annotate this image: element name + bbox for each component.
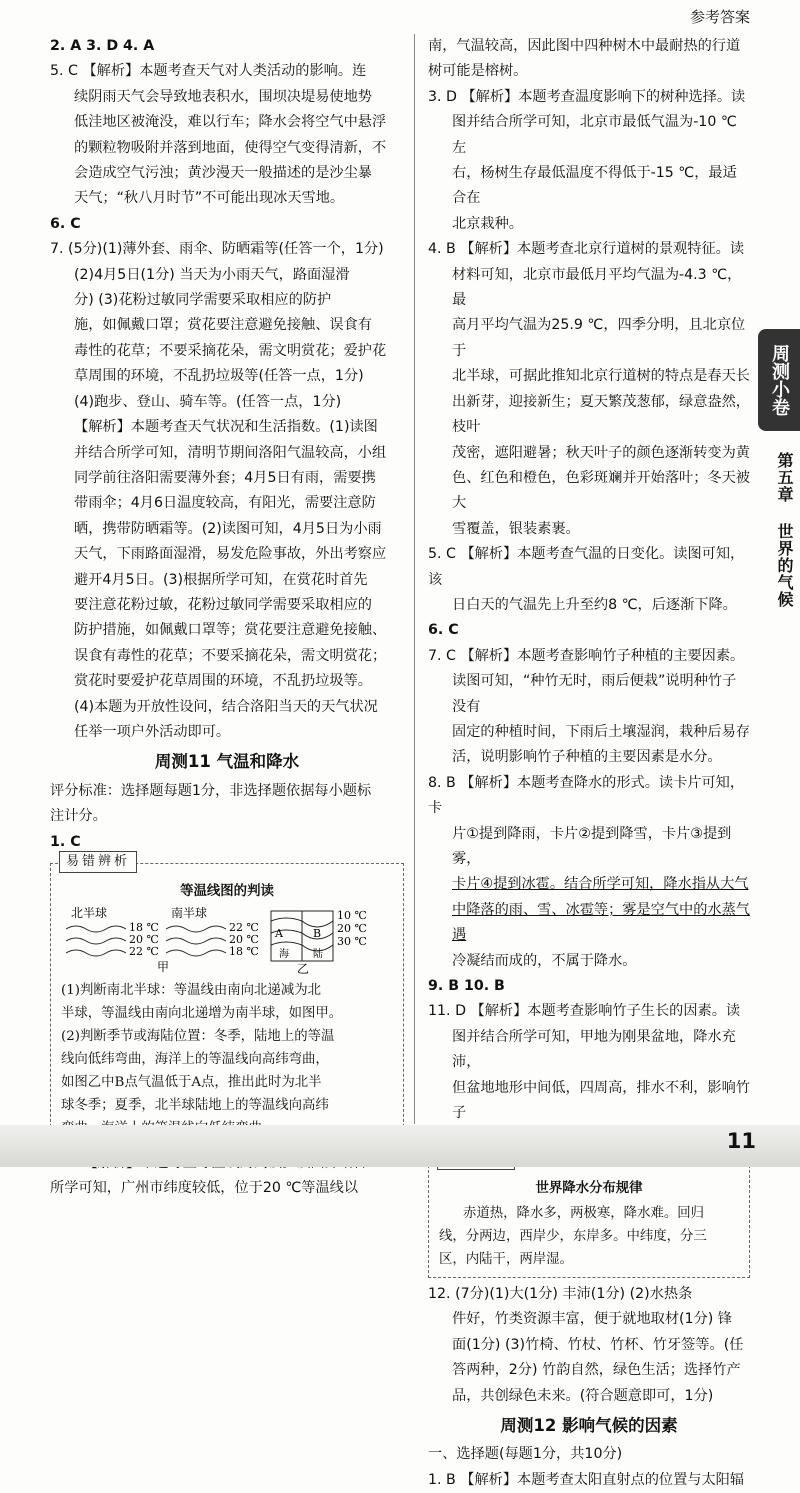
answer-line: 答两种，2分) 竹韵自然，绿色生活；选择竹产	[452, 1362, 741, 1379]
answer-7	[428, 644, 750, 771]
label-s22: 22 ℃	[229, 921, 259, 934]
answer-line: 要注意花粉过敏，花粉过敏同学需要采取相应的	[74, 596, 372, 613]
answer-line: 天气；“秋八月时节”不可能出现冰天雪地。	[74, 190, 345, 207]
answer-line: 茂密，遮阳避暑；秋天叶子的颜色逐渐转变为黄	[452, 444, 750, 461]
answer-line: 11. D 【解析】本题考查影响竹子生长的因素。读	[428, 1003, 741, 1020]
label-jia: 甲	[157, 960, 170, 974]
box-line: 如图乙中B点气温低于A点，推出此时为北半	[61, 1075, 322, 1090]
box-line: 线向低纬弯曲，海洋上的等温线向高纬弯曲，	[61, 1052, 329, 1067]
answer-line: 树可能是榕树。	[428, 63, 528, 80]
section-title-12: 周测12 影响气候的因素	[500, 1415, 678, 1435]
label-t18: 18 ℃	[129, 921, 159, 934]
label-s18: 18 ℃	[229, 945, 259, 958]
answer-4	[428, 237, 750, 542]
answer-line: 赏花时要爱护花草周围的环境，不乱扔垃圾等。	[74, 673, 372, 690]
label-r20: 20 ℃	[337, 922, 367, 935]
answer-5	[50, 59, 404, 211]
answer-line: 出新芽，迎接新生；夏天繁茂葱郁，绿意盎然，枝叶	[452, 393, 750, 436]
answer-line: 7. (5分)(1)薄外套、雨伞、防晒霜等(任答一个，1分)	[50, 241, 384, 258]
answer-line: 分) (3)花粉过敏同学需要采取相应的防护	[74, 292, 332, 309]
answer-line: 固定的种植时间，下雨后土壤湿润，栽种后易存	[452, 723, 750, 740]
right-column	[428, 34, 750, 1493]
answer-line: 雪覆盖，银装素裹。	[452, 520, 580, 537]
answer-line: 所学可知，广州市纬度较低，位于20 ℃等温线以	[50, 1180, 359, 1197]
answer-12	[428, 1282, 750, 1409]
answer-line: 防护措施，如佩戴口罩等；赏花要注意避免接触、	[74, 622, 387, 639]
answer-line: (2)4月5日(1分) 当天为小雨天气，路面湿滑	[74, 266, 350, 283]
answer-line: 片①提到降雨，卡片②提到降雪，卡片③提到雾，	[452, 825, 732, 867]
answer-1: 1. B 【解析】本题考查太阳直射点的位置与太阳辐	[428, 1471, 745, 1488]
answer-line: 低洼地区被淹没，难以行车；降水会将空气中悬浮	[74, 114, 387, 131]
part-heading: 一、选择题(每题1分，共10分)	[428, 1446, 623, 1463]
scoring-note: 注计分。	[50, 808, 107, 825]
answer-7	[50, 237, 404, 745]
answer-line: 品，共创绿色未来。(符合题意即可，1分)	[452, 1387, 714, 1404]
answer-line: 5. C 【解析】本题考查气温的日变化。读图可知，该	[428, 546, 745, 588]
answer-line: 南，气温较高，因此图中四种树木中最耐热的行道	[428, 38, 741, 54]
box-title: 世界降水分布规律	[535, 1179, 643, 1196]
answer-line: 日白天的气温先上升至约8 ℃，后逐渐下降。	[452, 596, 737, 613]
label-yi: 乙	[297, 962, 310, 975]
answer-line: 北半球，可据此推知北京行道树的特点是春天长	[452, 368, 750, 385]
answer-line: 卡片④提到冰雹。结合所学可知，降水指从大气	[452, 876, 749, 893]
answer-line: 避开4月5日。(3)根据所学可知，在赏花时首先	[74, 571, 368, 588]
answer-line: 面(1分) (3)竹椅、竹杖、竹杯、竹牙签等。(任	[452, 1336, 744, 1353]
answer-line: 毒性的花草；不要采摘花朵，需文明赏花；爱护花	[74, 342, 387, 359]
answer-line: 天气，下雨路面湿滑，易发危险事故，外出考察应	[74, 546, 387, 563]
box-line: 半球，等温线由南向北递增为南半球，如图甲。	[61, 1006, 343, 1021]
answer-line: 冷凝结而成的，不属于降水。	[452, 952, 637, 969]
label-s20: 20 ℃	[229, 933, 259, 946]
isotherm-diagram	[61, 905, 391, 975]
side-chapter: 第五章 世界的气候	[775, 452, 794, 608]
label-r30: 30 ℃	[337, 935, 367, 948]
answer-8	[428, 771, 750, 974]
box-line: 球冬季；夏季，北半球陆地上的等温线向高纬	[61, 1098, 329, 1113]
label-r10: 10 ℃	[337, 909, 367, 922]
answer-line: 8. B 【解析】本题考查降水的形式。读卡片可知，卡	[428, 774, 745, 817]
answer-line: 高月平均气温为25.9 ℃，四季分明，且北京位于	[452, 317, 746, 359]
answer-line: 带雨伞；4月6日温度较高，有阳光，需要注意防	[74, 495, 376, 512]
answer-line: 色、红色和橙色，色彩斑斓并开始落叶；冬天被大	[452, 469, 750, 512]
label-south: 南半球	[171, 906, 208, 920]
page-header: 参考答案	[689, 8, 750, 26]
answer-9-10: 9. B 10. B	[428, 978, 505, 995]
answer-6: 6. C	[428, 622, 459, 639]
box-line: 区，内陆干，两岸湿。	[439, 1251, 573, 1267]
label-sea: 海	[279, 949, 289, 960]
answer-3	[428, 85, 750, 237]
answer-line: 7. C 【解析】本题考查影响竹子种植的主要因素。	[428, 647, 745, 664]
answer-line: 材料可知，北京市最低月平均气温为-4.3 ℃，最	[452, 266, 742, 309]
scoring-note: 评分标准：选择题每题1分，非选择题依据每小题标	[50, 782, 372, 799]
answer-line: 右，杨树生存最低温度不得低于-15 ℃，最适合在	[452, 165, 737, 207]
box-line: 线，分两边，西岸少，东岸多。中纬度，分三	[439, 1228, 707, 1244]
answer-line: 的颗粒物吸附并落到地面，使得空气变得清新，不	[74, 139, 387, 156]
answer-5	[428, 542, 750, 618]
north-isotherms	[66, 926, 126, 956]
footer-bar	[0, 1125, 800, 1167]
answer-line: 3. D 【解析】本题考查温度影响下的树种选择。读	[428, 88, 746, 105]
isotherm-figure	[61, 905, 393, 975]
answer-line: 【解析】本题考查天气状况和生活指数。(1)读图	[74, 419, 378, 436]
box-line: (2)判断季节或海陆位置：冬季，陆地上的等温	[61, 1029, 335, 1044]
label-north: 北半球	[71, 906, 108, 920]
answer-line: (4)本题为开放性设问，结合洛阳当天的天气状况	[74, 698, 378, 715]
label-t22: 22 ℃	[129, 945, 159, 958]
answer-line: 图并结合所学可知，甲地为刚果盆地，降水充沛，	[452, 1028, 736, 1071]
box-line: (1)判断南北半球：等温线由南向北递减为北	[61, 983, 321, 998]
answer-line: 活，说明影响竹子种植的主要因素是水分。	[452, 749, 722, 766]
answer-line: 北京栽种。	[452, 215, 523, 232]
answer-line: 任举一项户外活动即可。	[74, 723, 231, 740]
south-isotherms	[166, 926, 226, 956]
answer-line: 草周围的环境，不乱扔垃圾等(任答一点，1分)	[74, 368, 364, 385]
answer-line: 续阴雨天气会导致地表积水，围坝决堤易使地势	[74, 88, 372, 105]
label-b: B	[313, 927, 322, 940]
answer-line: 并结合所学可知，清明节期间洛阳气温较高，小组	[74, 444, 387, 461]
column-divider	[414, 34, 415, 1124]
side-tab: 周测小卷	[758, 329, 800, 431]
error-analysis-box	[50, 854, 404, 1147]
answer-line: 4. B 【解析】本题考查北京行道树的景观特征。读	[428, 241, 745, 258]
page-number: 11	[726, 1129, 756, 1153]
label-land: 陆	[313, 949, 323, 960]
answer-line: 施，如佩戴口罩；赏花要注意避免接触、误食有	[74, 317, 372, 334]
box-line: 赤道热，降水多，两极寒，降水难。回归	[463, 1205, 705, 1221]
label-t20: 20 ℃	[129, 933, 159, 946]
answer-line: 会造成空气污浊；黄沙漫天一般描述的是沙尘暴	[74, 165, 372, 182]
answer-6: 6. C	[50, 215, 81, 232]
answer-line: 但盆地地形中间低，四周高，排水不利，影响竹子	[452, 1079, 750, 1122]
answer-line: 图并结合所学可知，北京市最低气温为-10 ℃左	[452, 114, 737, 156]
left-column	[50, 34, 404, 1202]
answer-line: 5. C 【解析】本题考查天气对人类活动的影响。连	[50, 63, 367, 80]
answer-line: 误食有毒性的花草；不要采摘花朵，需文明赏花；	[74, 647, 387, 664]
answer-line: (4)跑步、登山、骑车等。(任答一点，1分)	[74, 393, 342, 410]
answer-line: 同学前往洛阳需要薄外套；4月5日有雨，需要携	[74, 469, 376, 486]
label-a: A	[275, 927, 283, 940]
answer-line: 件好，竹类资源丰富，便于就地取材(1分) 锋	[452, 1311, 732, 1328]
answer-1: 1. C	[50, 833, 81, 850]
answer-line: 12. (7分)(1)大(1分) 丰沛(1分) (2)水热条	[428, 1285, 693, 1302]
section-title-11: 周测11 气温和降水	[154, 752, 300, 772]
box-title: 等温线图的判读	[180, 883, 274, 899]
memory-tip-box	[428, 1160, 750, 1278]
answer-line: 晒，携带防晒霜等。(2)读图可知，4月5日为小雨	[74, 520, 382, 537]
answer-line: 读图可知，“种竹无时，雨后便栽”说明种竹子没有	[452, 673, 737, 715]
answer-line: 中降落的雨、雪、冰雹等；雾是空气中的水蒸气遇	[452, 901, 750, 944]
answer-2-4: 2. A 3. D 4. A	[50, 38, 155, 54]
box-tag: 易错辨析	[59, 851, 137, 873]
